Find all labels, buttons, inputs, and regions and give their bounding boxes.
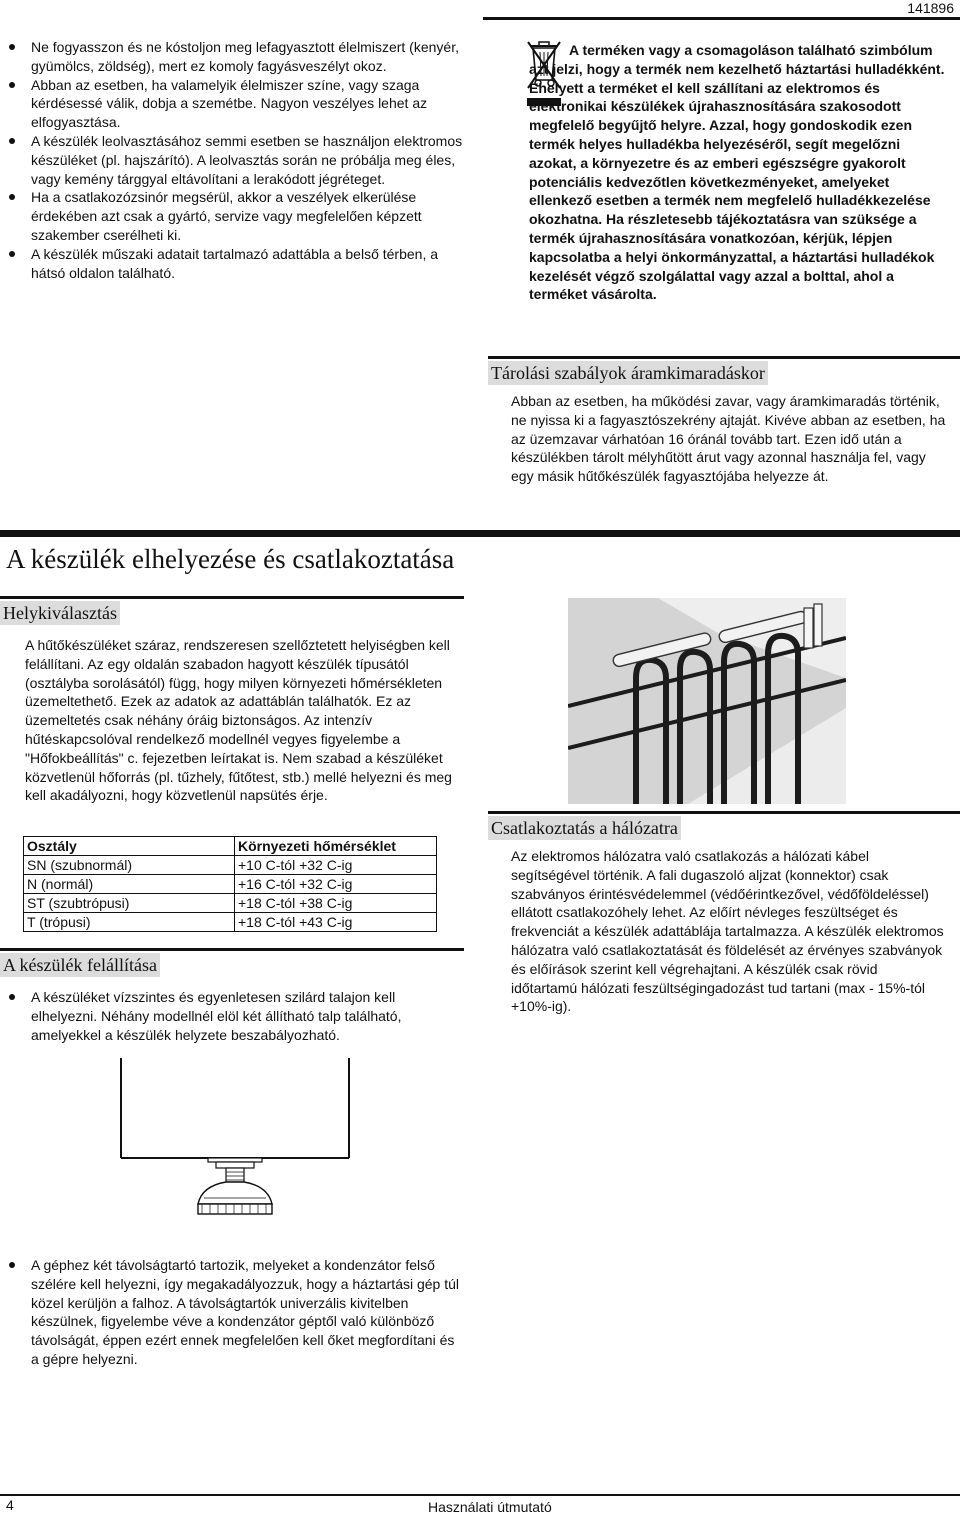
list-item: A készüléket vízszintes és egyenletesen szilárd talajon kell elhelyezni. Néhány modellnél elöl két állítható talp található, amelyekkel a készülék helyzete beszabályozható. — [0, 988, 465, 1044]
table-cell: ST (szubtrópusi) — [24, 894, 235, 913]
header-rule — [483, 17, 960, 20]
table-cell: +10 C-tól +32 C-ig — [235, 856, 437, 875]
table-cell: +18 C-tól +43 C-ig — [235, 913, 437, 932]
table-cell: N (normál) — [24, 875, 235, 894]
location-heading-box — [0, 596, 464, 623]
list-item: Ha a csatlakozózsinór megsérül, akkor a veszélyek elkerülése érdekében azt csak a gyártó, servize vagy megfelelően képzett szakember cserélheti ki. — [0, 188, 465, 244]
list-item: A géphez két távolságtartó tartozik, melyeket a kondenzátor felső szélére kell helyezni, így megakadályozzuk, hogy a háztartási gép túl közel kerüljön a falhoz. A távolságtartók univerzális kivitelben készülnek, figyelembe véve a kondenzátor géptől való különböző távolságát, éppen ezért ennek megfelelően kell őket megfordítani és a gépre helyezni. — [0, 1256, 465, 1369]
climate-class-table — [23, 836, 437, 932]
setup-heading-box — [0, 948, 464, 975]
table-header-row — [24, 837, 437, 856]
table-cell: SN (szubnormál) — [24, 856, 235, 875]
section-title: A készülék elhelyezése és csatlakoztatása — [6, 544, 455, 574]
table-row — [24, 894, 437, 913]
table-cell: +18 C-tól +38 C-ig — [235, 894, 437, 913]
footer-title: Használati útmutató — [428, 1499, 552, 1515]
storage-heading-box — [488, 356, 960, 383]
location-text: A hűtőkészüléket száraz, rendszeresen szellőztetett helyiségben kell felállítani. Az egy oldalán szabadon hagyott készülék típusától (osztályba sorolásától) függ, hogy milyen környezeti hőmérsékleten üzemeltethető. Ezek az adatok az adattáblán találhatók. Ez az üzemeltetés csak néhány óráig biztonságos. Az intenzív hűtéskapcsolóval rendelkező modellnél vegyes figyelembe a "Hőfokbeállítás" c. fejezetben leírtakat is. Nem szabad a készüléket közvetlenül hőforrás (pl. tűzhely, fűtőtest, stb.) mellé helyezni és meg kell akadályozni, hogy közvetlenül napsütés érje. — [25, 637, 452, 804]
table-header-cell: Környezeti hőmérséklet — [235, 837, 437, 856]
weee-notice: A terméken vagy a csomagoláson található szimbólum azt jelzi, hogy a termék nem kezelhető háztartási hulladékként. Ehelyett a terméket el kell szállítani az elektromos és elektronikai készülékek újrahasznosítására szakosodott megfelelő begyűjtő helyre. Azzal, hogy gondoskodik ezen termék helyes hulladékba helyezéséről, segít megelőzni azokat, a környezetre és az emberi egészségre gyakorolt potenciális kedvezőtlen következményeket, amelyeket ellenkező esetben a termék nem megfelelő hulladékkezelése okozhatna. Ha részletesebb tájékoztatásra van szüksége a termék újrahasznosítására vonatkozóan, kérjük, lépjen kapcsolatba a helyi önkormányzattal, a háztartási hulladékok kezelését végző szolgálattal vagy azzal a bolttal, ahol a terméket vásárolta. — [529, 42, 945, 303]
list-item: Abban az esetben, ha valamelyik élelmiszer színe, vagy szaga kérdésessé válik, dobja a szemétbe. Nagyon veszélyes lehet az elfogyasztása. — [0, 76, 465, 132]
list-item: Ne fogyasszon és ne kóstoljon meg lefagyasztott élelmiszert (kenyér, gyümölcs, zöldség), mert ez komoly fagyásveszélyt okoz. — [0, 38, 465, 76]
table-row — [24, 856, 437, 875]
table-cell: T (trópusi) — [24, 913, 235, 932]
list-item: A készülék műszaki adatait tartalmazó adattábla a belső térben, a hátsó oldalon található. — [0, 245, 465, 283]
document-number: 141896 — [907, 0, 954, 16]
connection-text: Az elektromos hálózatra való csatlakozás a hálózati kábel segítségével történik. A fali dugaszoló aljzat (konnektor) csak szabványos érintésvédelemmel (védőérintkezővel, védőföldeléssel) ellátott csatlakozóhely lehet. Az előírt névleges feszültséget és frekvenciát a készülék adattáblája tartalmazza. A készülék elektromos hálózatra való csatlakoztatását és földelését az érvényes szabványok és előírások szerint kell végrehajtani. A készülék csak rövid időtartamú hálózati feszültségingadozást tud tartani (max - 15%-tól +10%-ig). — [511, 848, 944, 1015]
connection-heading-box — [488, 811, 960, 838]
safety-bullet-list — [0, 38, 465, 282]
spacer-bullet-list — [0, 1256, 465, 1369]
setup-bullet-list — [0, 988, 465, 1044]
condenser-spacer-illustration — [568, 598, 846, 804]
page-number: 4 — [6, 1497, 14, 1513]
storage-heading: Tárolási szabályok áramkimaradáskor — [488, 361, 768, 385]
table-row — [24, 875, 437, 894]
table-row — [24, 913, 437, 932]
setup-heading: A készülék felállítása — [0, 953, 160, 977]
table-header-cell: Osztály — [24, 837, 235, 856]
section-rule — [0, 530, 960, 537]
adjustable-foot-illustration — [120, 1058, 350, 1230]
storage-text: Abban az esetben, ha működési zavar, vagy áramkimaradás történik, ne nyissa ki a fagyasztószekrény ajtaját. Kivéve abban az esetben, ha az üzemzavar várhatóan 16 óránál tovább tart. Ezen idő után a készülékben tárolt mélyhűtött árut vagy azonnal használja fel, vagy egy másik hűtőkészülék fagyasztójába helyezze át. — [511, 393, 946, 485]
footer-rule — [0, 1494, 960, 1496]
connection-heading: Csatlakoztatás a hálózatra — [488, 816, 681, 840]
table-cell: +16 C-tól +32 C-ig — [235, 875, 437, 894]
list-item: A készülék leolvasztásához semmi esetben se használjon elektromos készüléket (pl. hajszárító). A leolvasztás során ne próbálja meg éles, vagy kemény tárggyal eltávolítani a lerakódott jégréteget. — [0, 132, 465, 188]
location-heading: Helykiválasztás — [0, 601, 120, 625]
